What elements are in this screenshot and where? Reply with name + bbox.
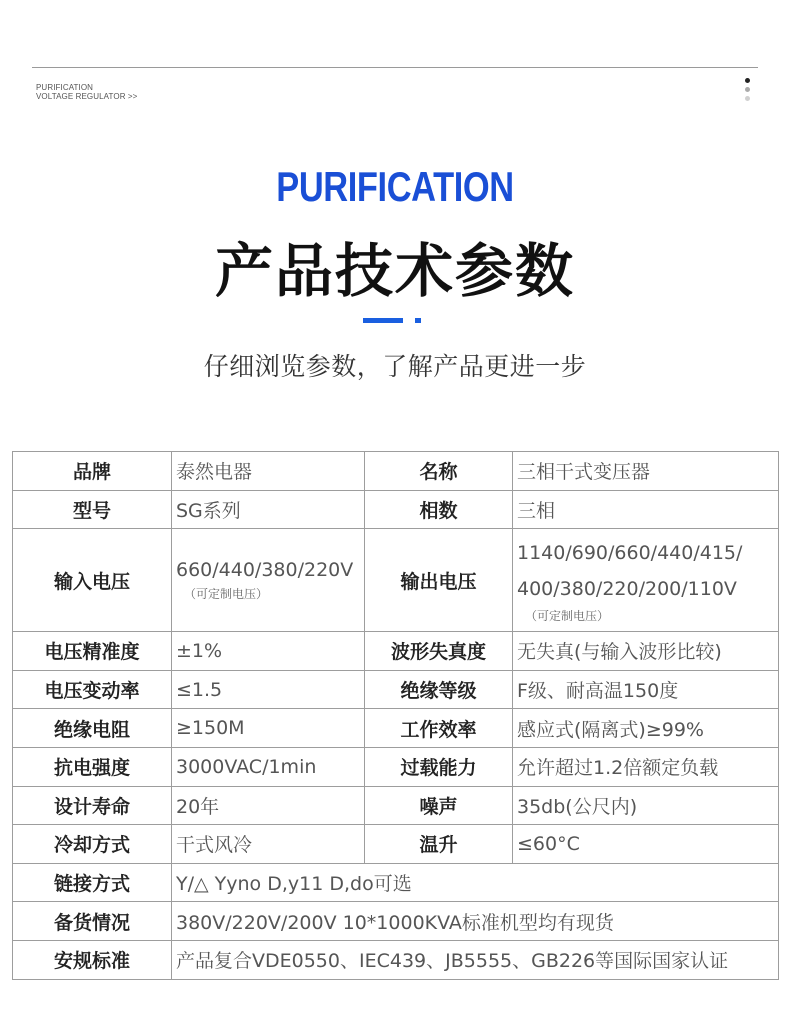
spec-key: 电压变动率 [13,670,172,709]
spec-key: 型号 [13,490,172,529]
dot-active [745,78,750,83]
spec-value: ≥150M [172,709,365,748]
spec-key: 名称 [365,452,513,491]
table-row [13,529,779,632]
spec-value: ±1% [172,632,365,671]
table-row [13,709,779,748]
dot [745,96,750,101]
spec-key: 工作效率 [365,709,513,748]
customizable-note: （可定制电压） [525,609,610,624]
table-row [13,863,779,902]
corner-label-line1: PURIFICATION [36,83,94,92]
spec-value [172,529,365,632]
spec-key: 过载能力 [365,747,513,786]
spec-key: 链接方式 [13,863,172,902]
spec-key: 温升 [365,825,513,864]
spec-key: 输出电压 [365,529,513,632]
output-voltage-line1: 1140/690/660/440/415/ [517,542,743,565]
spec-key: 电压精准度 [13,632,172,671]
table-row [13,825,779,864]
spec-value: Y/△ Yyno D,y11 D,do可选 [172,863,779,902]
table-row [13,902,779,941]
spec-value: 35db(公尺内) [513,786,779,825]
spec-value: 20年 [172,786,365,825]
output-voltage-line2: 400/380/220/200/110V [517,578,737,601]
spec-key: 安规标准 [13,940,172,979]
table-row [13,747,779,786]
spec-value: 感应式(隔离式)≥99% [513,709,779,748]
spec-value: 干式风冷 [172,825,365,864]
customizable-note: （可定制电压） [184,586,269,601]
spec-key: 相数 [365,490,513,529]
table-row [13,490,779,529]
page-subtitle: 仔细浏览参数，了解产品更进一步 [203,352,587,381]
top-divider [32,67,758,68]
spec-key: 品牌 [13,452,172,491]
spec-table [12,451,779,980]
english-title: PURIFICATION [276,163,514,210]
page-title: 产品技术参数 [214,237,575,305]
spec-value: 产品复合VDE0550、IEC439、JB5555、GB226等国际国家认证 [172,940,779,979]
spec-key: 设计寿命 [13,786,172,825]
spec-value: 允许超过1.2倍额定负载 [513,747,779,786]
corner-label [36,83,137,101]
spec-value: 三相干式变压器 [513,452,779,491]
corner-label-line2: VOLTAGE REGULATOR >> [36,92,138,101]
spec-value: 泰然电器 [172,452,365,491]
spec-value: 3000VAC/1min [172,747,365,786]
table-row [13,786,779,825]
spec-value: ≤60°C [513,825,779,864]
table-row [13,632,779,671]
input-voltage-value: 660/440/380/220V [176,558,354,581]
spec-value: 三相 [513,490,779,529]
spec-key: 输入电压 [13,529,172,632]
spec-key: 抗电强度 [13,747,172,786]
spec-value: ≤1.5 [172,670,365,709]
spec-key: 波形失真度 [365,632,513,671]
spec-key: 绝缘电阻 [13,709,172,748]
spec-value [513,529,779,632]
spec-value: 无失真(与输入波形比较) [513,632,779,671]
table-row [13,940,779,979]
accent-dot [415,318,421,323]
spec-key: 绝缘等级 [365,670,513,709]
table-row [13,452,779,491]
spec-key: 噪声 [365,786,513,825]
accent-bar [363,318,403,323]
spec-value: 380V/220V/200V 10*1000KVA标准机型均有现货 [172,902,779,941]
spec-value: SG系列 [172,490,365,529]
spec-key: 备货情况 [13,902,172,941]
page-indicator-dots [745,78,751,105]
table-row [13,670,779,709]
dot [745,87,750,92]
spec-key: 冷却方式 [13,825,172,864]
spec-value: F级、耐高温150度 [513,670,779,709]
